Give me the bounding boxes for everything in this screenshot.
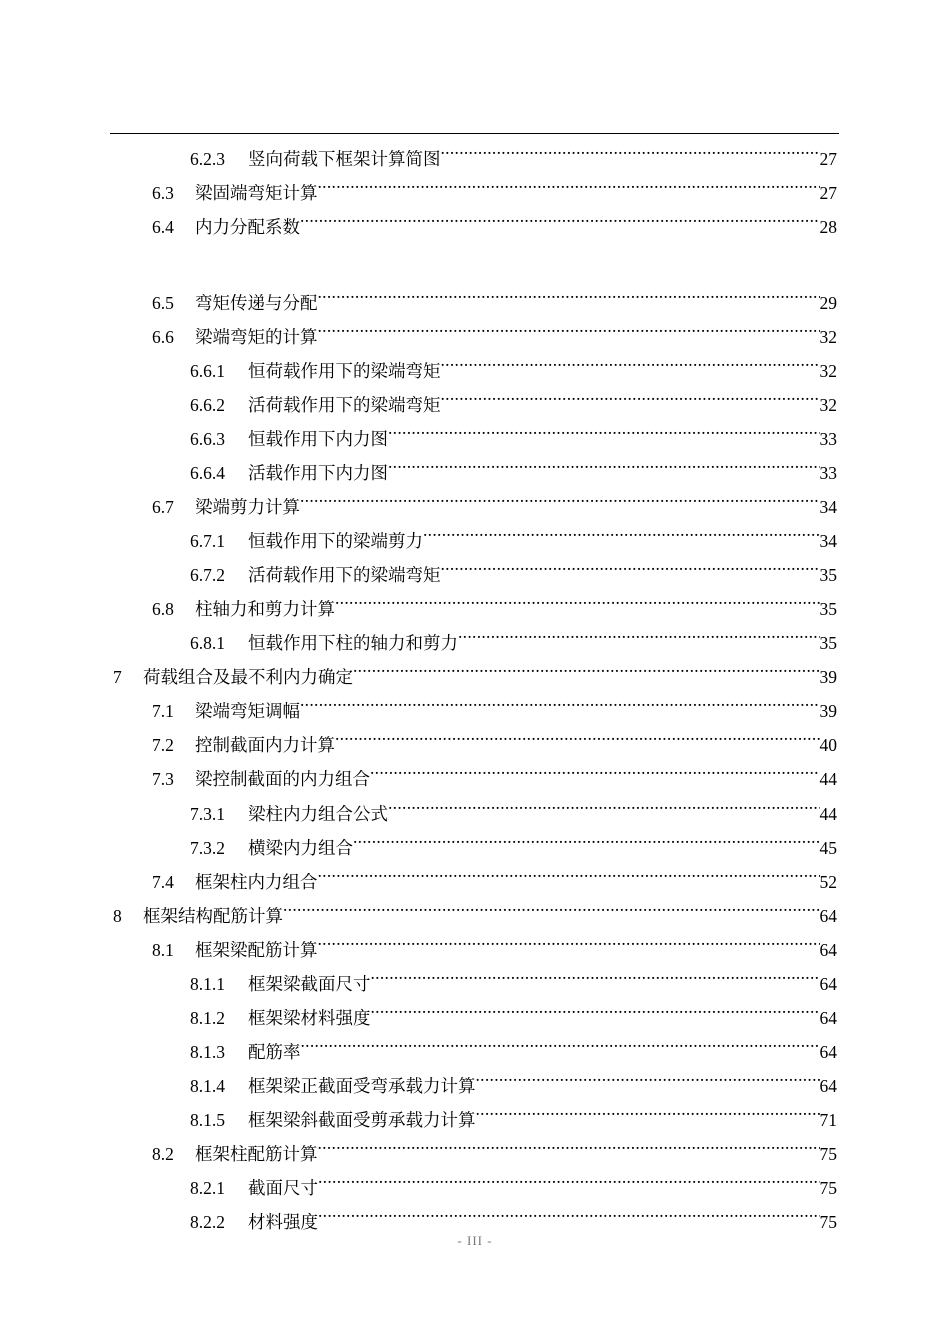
toc-entry[interactable]	[0, 377, 950, 415]
toc-entry-page: 75	[819, 1178, 837, 1198]
toc-entry-page: 33	[819, 463, 837, 483]
toc-entry[interactable]	[0, 1024, 950, 1062]
toc-entry-title: 竖向荷载下框架计算简图	[248, 149, 441, 169]
toc-entry[interactable]	[0, 649, 950, 687]
toc-entry-page: 27	[819, 183, 837, 203]
toc-entry-title: 框架梁斜截面受剪承载力计算	[248, 1110, 476, 1130]
toc-dot-leader	[458, 615, 820, 649]
toc-dot-leader	[423, 513, 820, 547]
toc-entry-title: 框架柱内力组合	[195, 872, 318, 892]
toc-dot-leader	[301, 1024, 820, 1058]
toc-entry[interactable]	[0, 411, 950, 449]
toc-entry-number: 6.4	[152, 217, 174, 237]
toc-entry-number: 8	[113, 906, 122, 926]
toc-dot-leader	[353, 820, 820, 854]
toc-dot-leader	[335, 717, 820, 751]
toc-entry-title: 活荷载作用下的梁端弯矩	[248, 395, 441, 415]
toc-entry-page: 34	[819, 497, 837, 517]
toc-entry-title: 横梁内力组合	[248, 838, 353, 858]
toc-dot-leader	[388, 786, 820, 820]
toc-entry[interactable]	[0, 751, 950, 789]
toc-dot-leader	[335, 581, 820, 615]
toc-entry-number: 6.6.2	[190, 395, 225, 415]
toc-entry-title: 荷载组合及最不利内力确定	[143, 667, 353, 687]
toc-dot-leader	[388, 411, 820, 445]
toc-entry-title: 梁柱内力组合公式	[248, 804, 388, 824]
toc-entry[interactable]	[0, 990, 950, 1028]
toc-entry-number: 6.2.3	[190, 149, 225, 169]
toc-entry-title: 恒载作用下柱的轴力和剪力	[248, 633, 458, 653]
toc-dot-leader	[283, 888, 820, 922]
toc-entry-title: 截面尺寸	[248, 1178, 318, 1198]
toc-entry-number: 7.3	[152, 769, 174, 789]
toc-dot-leader	[476, 1058, 820, 1092]
toc-entry-number: 6.6.3	[190, 429, 225, 449]
toc-entry-page: 32	[819, 327, 837, 347]
toc-dot-leader	[476, 1092, 820, 1126]
toc-entry[interactable]	[0, 547, 950, 585]
toc-entry-number: 7.4	[152, 872, 174, 892]
toc-dot-leader	[441, 131, 820, 165]
toc-entry-page: 64	[819, 1008, 837, 1028]
toc-entry-number: 6.8.1	[190, 633, 225, 653]
toc-dot-leader	[353, 649, 820, 683]
toc-dot-leader	[318, 309, 820, 343]
toc-entry[interactable]	[0, 445, 950, 483]
toc-entry-title: 控制截面内力计算	[195, 735, 335, 755]
toc-entry[interactable]	[0, 1160, 950, 1198]
toc-entry-page: 75	[819, 1212, 837, 1232]
toc-dot-leader	[318, 1160, 820, 1194]
toc-entry-title: 框架梁正截面受弯承载力计算	[248, 1076, 476, 1096]
toc-entry-page: 52	[819, 872, 837, 892]
toc-entry-page: 35	[819, 633, 837, 653]
toc-entry-number: 6.3	[152, 183, 174, 203]
toc-entry-number: 8.1.4	[190, 1076, 225, 1096]
toc-entry-number: 6.7	[152, 497, 174, 517]
toc-entry-number: 8.2.2	[190, 1212, 225, 1232]
toc-entry-title: 梁固端弯矩计算	[195, 183, 318, 203]
toc-entry-number: 6.6.1	[190, 361, 225, 381]
toc-entry[interactable]	[0, 615, 950, 653]
toc-entry-number: 7.3.1	[190, 804, 225, 824]
toc-entry-number: 6.7.2	[190, 565, 225, 585]
toc-entry-title: 梁控制截面的内力组合	[195, 769, 370, 789]
toc-entry-number: 6.6.4	[190, 463, 225, 483]
toc-entry-title: 恒荷载作用下的梁端弯矩	[248, 361, 441, 381]
toc-entry-title: 框架梁配筋计算	[195, 940, 318, 960]
toc-entry-number: 8.1.1	[190, 974, 225, 994]
toc-entry[interactable]	[0, 165, 950, 203]
toc-entry[interactable]	[0, 717, 950, 755]
toc-entry[interactable]	[0, 513, 950, 551]
toc-entry[interactable]	[0, 786, 950, 824]
toc-entry-title: 活载作用下内力图	[248, 463, 388, 483]
toc-entry-page: 33	[819, 429, 837, 449]
toc-entry[interactable]	[0, 1194, 950, 1232]
toc-dot-leader	[300, 479, 820, 513]
toc-entry-number: 6.7.1	[190, 531, 225, 551]
toc-dot-leader	[318, 922, 820, 956]
toc-entry-title: 框架梁截面尺寸	[248, 974, 371, 994]
toc-dot-leader	[318, 854, 820, 888]
toc-entry-number: 8.1.2	[190, 1008, 225, 1028]
toc-entry-page: 34	[819, 531, 837, 551]
toc-entry-title: 柱轴力和剪力计算	[195, 599, 335, 619]
toc-entry-page: 64	[819, 974, 837, 994]
toc-entry-page: 40	[819, 735, 837, 755]
toc-entry-title: 梁端弯矩调幅	[195, 701, 300, 721]
toc-entry-number: 8.1.3	[190, 1042, 225, 1062]
toc-dot-leader	[441, 343, 820, 377]
toc-entry-page: 64	[819, 1076, 837, 1096]
toc-entry-number: 7.3.2	[190, 838, 225, 858]
toc-entry[interactable]	[0, 581, 950, 619]
toc-entry-page: 27	[819, 149, 837, 169]
toc-entry[interactable]	[0, 1058, 950, 1096]
toc-entry[interactable]	[0, 683, 950, 721]
toc-entry-title: 活荷载作用下的梁端弯矩	[248, 565, 441, 585]
toc-entry-number: 6.6	[152, 327, 174, 347]
toc-dot-leader	[370, 751, 820, 785]
toc-entry-number: 8.2	[152, 1144, 174, 1164]
toc-dot-leader	[300, 199, 820, 233]
toc-entry[interactable]	[0, 922, 950, 960]
toc-dot-leader	[318, 275, 820, 309]
toc-entry-page: 64	[819, 1042, 837, 1062]
toc-dot-leader	[318, 1194, 820, 1228]
toc-entry[interactable]	[0, 309, 950, 347]
toc-dot-leader	[371, 990, 820, 1024]
toc-entry-page: 64	[819, 906, 837, 926]
toc-entry[interactable]	[0, 1092, 950, 1130]
toc-entry-title: 框架柱配筋计算	[195, 1144, 318, 1164]
toc-entry-title: 框架结构配筋计算	[143, 906, 283, 926]
toc-entry-title: 恒载作用下的梁端剪力	[248, 531, 423, 551]
toc-entry-number: 8.2.1	[190, 1178, 225, 1198]
toc-entry-number: 7	[113, 667, 122, 687]
toc-entry[interactable]	[0, 956, 950, 994]
toc-dot-leader	[441, 547, 820, 581]
toc-entry[interactable]	[0, 1126, 950, 1164]
toc-entry-title: 配筋率	[248, 1042, 301, 1062]
toc-entry-title: 梁端剪力计算	[195, 497, 300, 517]
toc-dot-leader	[371, 956, 820, 990]
toc-entry-page: 35	[819, 565, 837, 585]
toc-entry-page: 45	[819, 838, 837, 858]
toc-entry[interactable]	[0, 275, 950, 313]
toc-dot-leader	[300, 683, 820, 717]
toc-entry[interactable]	[0, 199, 950, 237]
toc-entry-page: 32	[819, 395, 837, 415]
toc-entry-number: 8.1.5	[190, 1110, 225, 1130]
toc-entry[interactable]	[0, 854, 950, 892]
toc-entry-title: 梁端弯矩的计算	[195, 327, 318, 347]
toc-entry-number: 7.1	[152, 701, 174, 721]
toc-entry-number: 8.1	[152, 940, 174, 960]
toc-entry-page: 35	[819, 599, 837, 619]
toc-dot-leader	[388, 445, 820, 479]
toc-entry-page: 64	[819, 940, 837, 960]
toc-entry[interactable]	[0, 479, 950, 517]
toc-entry[interactable]	[0, 343, 950, 381]
toc-entry-title: 框架梁材料强度	[248, 1008, 371, 1028]
toc-entry-page: 39	[819, 667, 837, 687]
toc-dot-leader	[318, 1126, 820, 1160]
toc-entry-page: 39	[819, 701, 837, 721]
page-number-footer: - III -	[457, 1233, 493, 1248]
toc-entry-page: 44	[819, 804, 837, 824]
toc-entry-page: 44	[819, 769, 837, 789]
toc-entry[interactable]	[0, 820, 950, 858]
toc-entry[interactable]	[0, 888, 950, 926]
toc-entry-page: 28	[819, 217, 837, 237]
toc-entry[interactable]	[0, 131, 950, 169]
toc-entry-number: 7.2	[152, 735, 174, 755]
toc-entry-page: 32	[819, 361, 837, 381]
toc-dot-leader	[318, 165, 820, 199]
toc-entry-number: 6.8	[152, 599, 174, 619]
toc-dot-leader	[441, 377, 820, 411]
toc-entry-title: 恒载作用下内力图	[248, 429, 388, 449]
toc-entry-page: 29	[819, 293, 837, 313]
toc-entry-page: 71	[819, 1110, 837, 1130]
toc-entry-number: 6.5	[152, 293, 174, 313]
toc-entry-page: 75	[819, 1144, 837, 1164]
toc-entry-title: 弯矩传递与分配	[195, 293, 318, 313]
toc-entry-title: 内力分配系数	[195, 217, 300, 237]
toc-entry-title: 材料强度	[248, 1212, 318, 1232]
